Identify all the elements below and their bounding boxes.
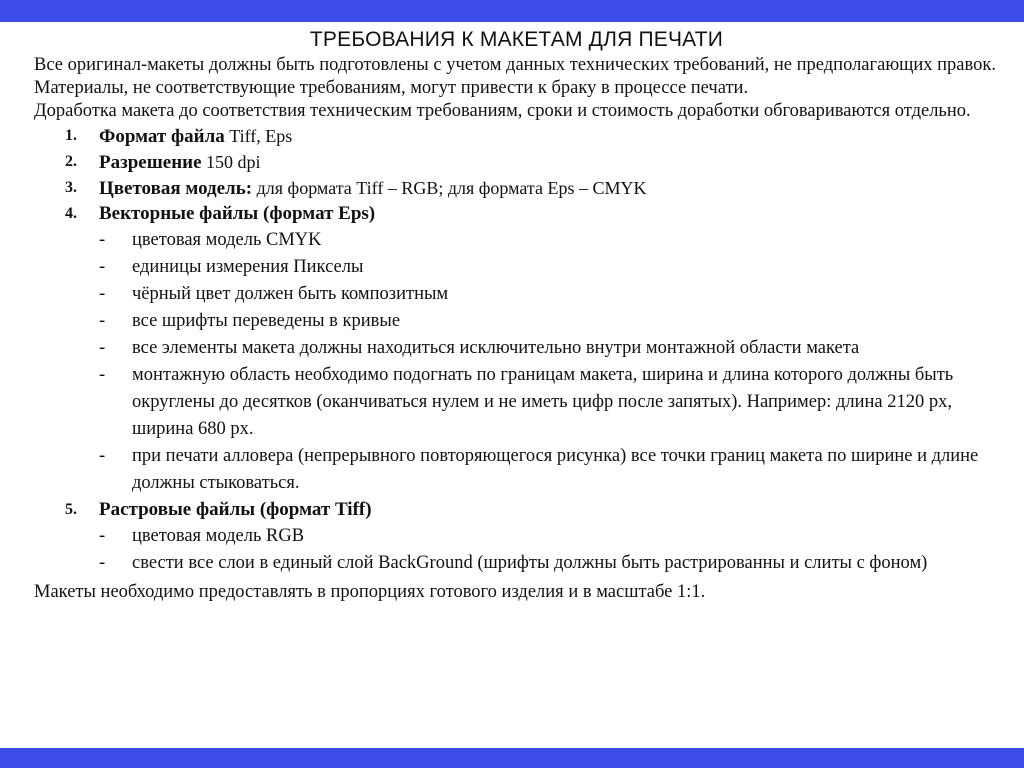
sub-item-text: все шрифты переведены в кривые <box>132 311 401 331</box>
list-item <box>34 201 999 497</box>
sub-list-item <box>99 362 999 443</box>
top-accent-bar <box>0 0 1024 22</box>
sub-item-text: цветовая модель RGB <box>132 526 305 546</box>
item-number: 3. <box>65 179 77 196</box>
document-body <box>34 26 999 605</box>
item-value: Tiff, Eps <box>224 126 293 146</box>
sub-item-text: при печати алловера (непрерывного повторяющегося рисунка) все точки границ макета по ширине и длине должны стыковаться. <box>132 446 979 493</box>
item-value: 150 dpi <box>201 152 261 172</box>
dash-marker: - <box>99 257 106 277</box>
item-heading: Растровые файлы (формат Tiff) <box>99 499 372 520</box>
intro-paragraph-1: Все оригинал-макеты должны быть подготовлены с учетом данных технических требований, не предполагающих правок. Материалы, не соответствующие требованиям, могут привести к браку в процессе печати. <box>34 55 996 98</box>
dash-marker: - <box>99 446 106 466</box>
item-number: 1. <box>65 127 77 144</box>
dash-marker: - <box>99 311 106 331</box>
intro-paragraph-2: Доработка макета до соответствия техническим требованиям, сроки и стоимость доработки обговариваются отдельно. <box>34 101 971 121</box>
list-item <box>34 123 999 149</box>
sub-list-item <box>99 335 999 362</box>
sub-item-text: чёрный цвет должен быть композитным <box>132 284 449 304</box>
dash-marker: - <box>99 553 106 573</box>
list-item <box>34 497 999 577</box>
sub-item-text: все элементы макета должны находиться исключительно внутри монтажной области макета <box>132 338 860 358</box>
sub-list-item <box>99 443 999 497</box>
sub-item-text: свести все слои в единый слой BackGround (шрифты должны быть растрированны и слиты с фоном) <box>132 553 928 573</box>
item-number: 2. <box>65 153 77 170</box>
raster-requirements-sublist <box>99 523 999 577</box>
sub-item-text: единицы измерения Пикселы <box>132 257 364 277</box>
dash-marker: - <box>99 338 106 358</box>
vector-requirements-sublist <box>99 227 999 497</box>
sub-list-item <box>99 254 999 281</box>
dash-marker: - <box>99 526 106 546</box>
sub-list-item <box>99 550 999 577</box>
bottom-accent-bar <box>0 748 1024 768</box>
sub-list-item <box>99 227 999 254</box>
item-heading: Формат файла <box>99 126 225 147</box>
list-item <box>34 149 999 175</box>
item-heading: Разрешение <box>99 152 202 173</box>
item-value: для формата Tiff – RGB; для формата Eps – CMYK <box>252 178 647 198</box>
list-item <box>34 175 999 201</box>
sub-list-item <box>99 281 999 308</box>
page-title: ТРЕБОВАНИЯ К МАКЕТАМ ДЛЯ ПЕЧАТИ <box>309 28 724 51</box>
sub-list-item <box>99 523 999 550</box>
dash-marker: - <box>99 284 106 304</box>
dash-marker: - <box>99 365 106 385</box>
dash-marker: - <box>99 230 106 250</box>
footer-note: Макеты необходимо предоставлять в пропорциях готового изделия и в масштабе 1:1. <box>34 582 706 602</box>
item-number: 5. <box>65 501 77 518</box>
item-heading: Цветовая модель: <box>99 178 253 199</box>
item-number: 4. <box>65 205 77 222</box>
sub-item-text: цветовая модель CMYK <box>132 230 322 250</box>
sub-list-item <box>99 308 999 335</box>
item-heading: Векторные файлы (формат Eps) <box>99 203 376 224</box>
sub-item-text: монтажную область необходимо подогнать по границам макета, ширина и длина которого должны быть округлены до десятков (оканчиваться нулем и не иметь цифр после запятых). Например: длина 2120 px, ширина 680 px. <box>132 365 954 439</box>
requirements-list <box>34 123 999 577</box>
